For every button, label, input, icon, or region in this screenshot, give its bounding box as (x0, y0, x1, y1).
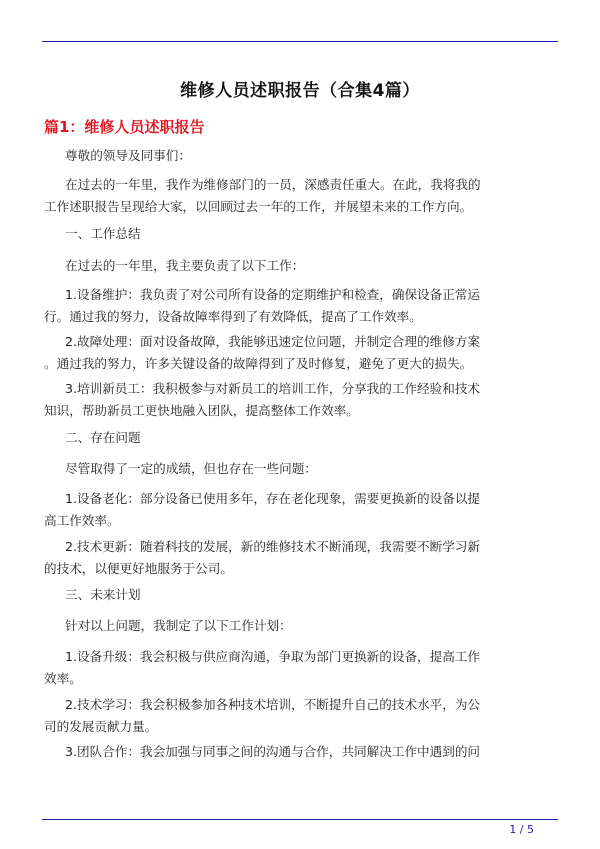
paragraph-line: 1.设备老化：部分设备已使用多年，存在老化现象，需要更换新的设备以提 (65, 491, 481, 506)
header-rule (42, 41, 558, 42)
footer-rule (42, 819, 558, 820)
paragraph (44, 284, 556, 328)
document-title: 维修人员述职报告（合集4篇） (180, 81, 420, 101)
paragraph-line: 一、工作总结 (65, 226, 141, 241)
paragraph (44, 174, 556, 218)
paragraph (44, 536, 556, 580)
paragraph-line: 尽管取得了一定的成绩，但也存在一些问题： (65, 461, 317, 476)
paragraph (44, 458, 556, 480)
paragraph (44, 255, 556, 277)
paragraph-line: 2.故障处理：面对设备故障，我能够迅速定位问题，并制定合理的维修方案 (65, 334, 481, 349)
paragraph (44, 488, 556, 532)
paragraph-line: 三、未来计划 (65, 587, 141, 602)
paragraph-line: 2.技术学习：我会积极参加各种技术培训，不断提升自己的技术水平，为公 (65, 697, 481, 712)
paragraph-line: 3.团队合作：我会加强与同事之间的沟通与合作，共同解决工作中遇到的问 (65, 744, 481, 759)
paragraph-line: 工作述职报告呈现给大家，以回顾过去一年的工作，并展望未来的工作方向。 (44, 199, 473, 214)
paragraph (44, 331, 556, 375)
page-number: 1 / 5 (509, 823, 534, 836)
paragraph (44, 694, 556, 738)
paragraph-line: 在过去的一年里，我作为维修部门的一员，深感责任重大。在此，我将我的 (65, 177, 481, 192)
paragraph (44, 427, 556, 449)
paragraph-line: 高工作效率。 (44, 513, 120, 528)
paragraph-line: 司的发展贡献力量。 (44, 719, 158, 734)
paragraph-line: 在过去的一年里，我主要负责了以下工作： (65, 258, 305, 273)
paragraph (44, 741, 556, 763)
paragraph (44, 615, 556, 637)
paragraph (44, 223, 556, 245)
paragraph (44, 584, 556, 606)
paragraph-line: 2.技术更新：随着科技的发展，新的维修技术不断涌现，我需要不断学习新 (65, 539, 481, 554)
paragraph-line: 知识，帮助新员工更快地融入团队，提高整体工作效率。 (44, 403, 359, 418)
paragraph-line: 3.培训新员工：我积极参与对新员工的培训工作，分享我的工作经验和技术 (65, 381, 481, 396)
paragraph-line: 1.设备升级：我会积极与供应商沟通，争取为部门更换新的设备，提高工作 (65, 649, 481, 664)
paragraph (44, 378, 556, 422)
paragraph-line: 1.设备维护：我负责了对公司所有设备的定期维护和检查，确保设备正常运 (65, 287, 481, 302)
paragraph (44, 646, 556, 690)
paragraph-line: 。通过我的努力，许多关键设备的故障得到了及时修复，避免了更大的损失。 (44, 356, 473, 371)
paragraph-line: 针对以上问题，我制定了以下工作计划： (65, 618, 292, 633)
paragraph (44, 145, 556, 167)
paragraph-line: 二、存在问题 (65, 430, 141, 445)
paragraph-line: 效率。 (44, 671, 82, 686)
section-heading: 篇1：维修人员述职报告 (44, 118, 205, 136)
paragraph-line: 行。通过我的努力，设备故障率得到了有效降低，提高了工作效率。 (44, 309, 422, 324)
paragraph-line: 尊敬的领导及同事们： (65, 148, 191, 163)
paragraph-line: 的技术，以便更好地服务于公司。 (44, 561, 233, 576)
